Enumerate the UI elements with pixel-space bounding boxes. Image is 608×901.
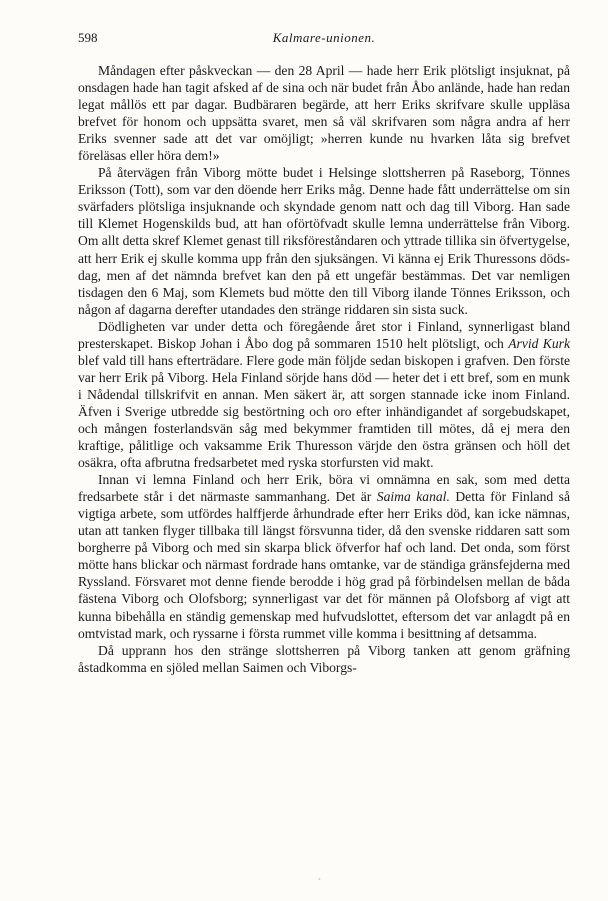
page-number: 598 [78,30,98,45]
paragraph-1: Måndagen efter påskveckan — den 28 April — hade herr Erik plötsligt insjuknat, på onsdagen hade han tagit afsked af de sina och när budet från Åbo anlände, hade han redan legat mållös ett par dagar. Budbäraren begärde, att herr Eriks skrifvare skulle uppläsa brefvet för honom och uppsätta svaret, men så väl skrifvaren som några andra af herr Eriks svenner sade att det var omöjligt; »herren kunde nu hvarken låta sig brefvet föreläsas eller höra dem!» [78,63,570,164]
paragraph-3 [78,318,570,471]
footer-mark: ˛ [318,870,322,881]
paragraph-4-emphasis: Saima kanal. [376,489,450,505]
paragraph-3-text-b: blef vald till hans efterträdare. Flere gode män följde sedan biskopen i grafven. Den förste var herr Erik på Viborg. Hela Finland sörjde hans död — heter det i ett bref, som en munk i Nådendal tillskrifvit en annan. Men säkert är, att sorgen stannade icke inom Finland. Äfven i Sverige utbredde sig bestörtning och oro efter inhändigandet af sorgebudskapet, och mången fosterlandsvän såg med bekymmer framtiden till mötes, då ej mera den kraftige, pålitlige och vaksamme Erik Thuresson värjde den östra gränsen och höll det osäkra, ofta afbrutna fredsarbetet med ryska storfursten vid makt. [78,352,570,471]
paragraph-3-emphasis: Arvid Kurk [508,335,570,351]
paragraph-2: På återvägen från Viborg mötte budet i Helsinge slottsherren på Raseborg, Tönnes Eriksson (Tott), som var den döende herr Eriks måg. Denne hade fått underrättelse om sin svärfaders plötsliga insjuknande och skyndade genom natt och dag till Viborg. Han sade till Klemet Hogenskilds bud, att han oförtöfvadt skulle lemna underrättelse från Viborg. Om allt detta skref Klemet genast till riksföreståndaren och yttrade tillika sin öfvertygelse, att herr Erik ej skulle komma upp från den sjuksängen. Vi känna ej Erik Thuressons dödsdag, men af det nämnda brefvet kan den på ett ungefär bestämmas. Det var nemligen tisdagen den 6 Maj, som Klemets bud mötte den till Viborg ilande Tönnes Eriksson, och någon af dagarna derefter utandades den stränge riddaren sin sista suck. [78,165,570,317]
paragraph-4-text-b: Detta för Finland så vigtiga arbete, som utfördes halffjerde århundrade efter herr Eriks död, kan icke nämnas, utan att tanken flyger tillbaka till längst försvunna tider, då den svenske riddaren satt som borgherre på Viborg och med sin skarpa blick öfverfor haf och land. Det onda, som först mötte hans blickar och närmast fordrade hans omtanke, var de ständiga gränsfejderna med Ryssland. Försvaret mot denne fiende berodde i hög grad på förbindelsen mellan de båda fästena Viborg och Olofsborg; synnerligast var det för männen på Olofsborg af vigt att kunna bibehålla en ständig gemenskap med hufvudslottet, eftersom det var anlagdt på en omtvistad mark, och ryssarne i första rummet ville komma i besittning af detsamma. [78,489,571,641]
page-header [78,30,570,48]
body-text [78,62,570,676]
paragraph-4-text-a: Innan vi lemna Finland och herr Erik, böra vi omnämna en sak, som med detta fredsarbete står i det närmaste sammanhang. Det är [78,472,570,505]
paragraph-3-text-a: Dödligheten var under detta och föregående året stor i Finland, synnerligast bland presterskapet. Biskop Johan i Åbo dog på sommaren 1510 helt plötsligt, och [78,318,570,351]
running-head: Kalmare-unionen. [272,30,376,45]
paragraph-4 [78,471,570,641]
paragraph-5: Då upprann hos den stränge slottsherren på Viborg tanken att genom gräfning åstadkomma en sjöled mellan Saimen och Viborgs- [78,642,570,675]
